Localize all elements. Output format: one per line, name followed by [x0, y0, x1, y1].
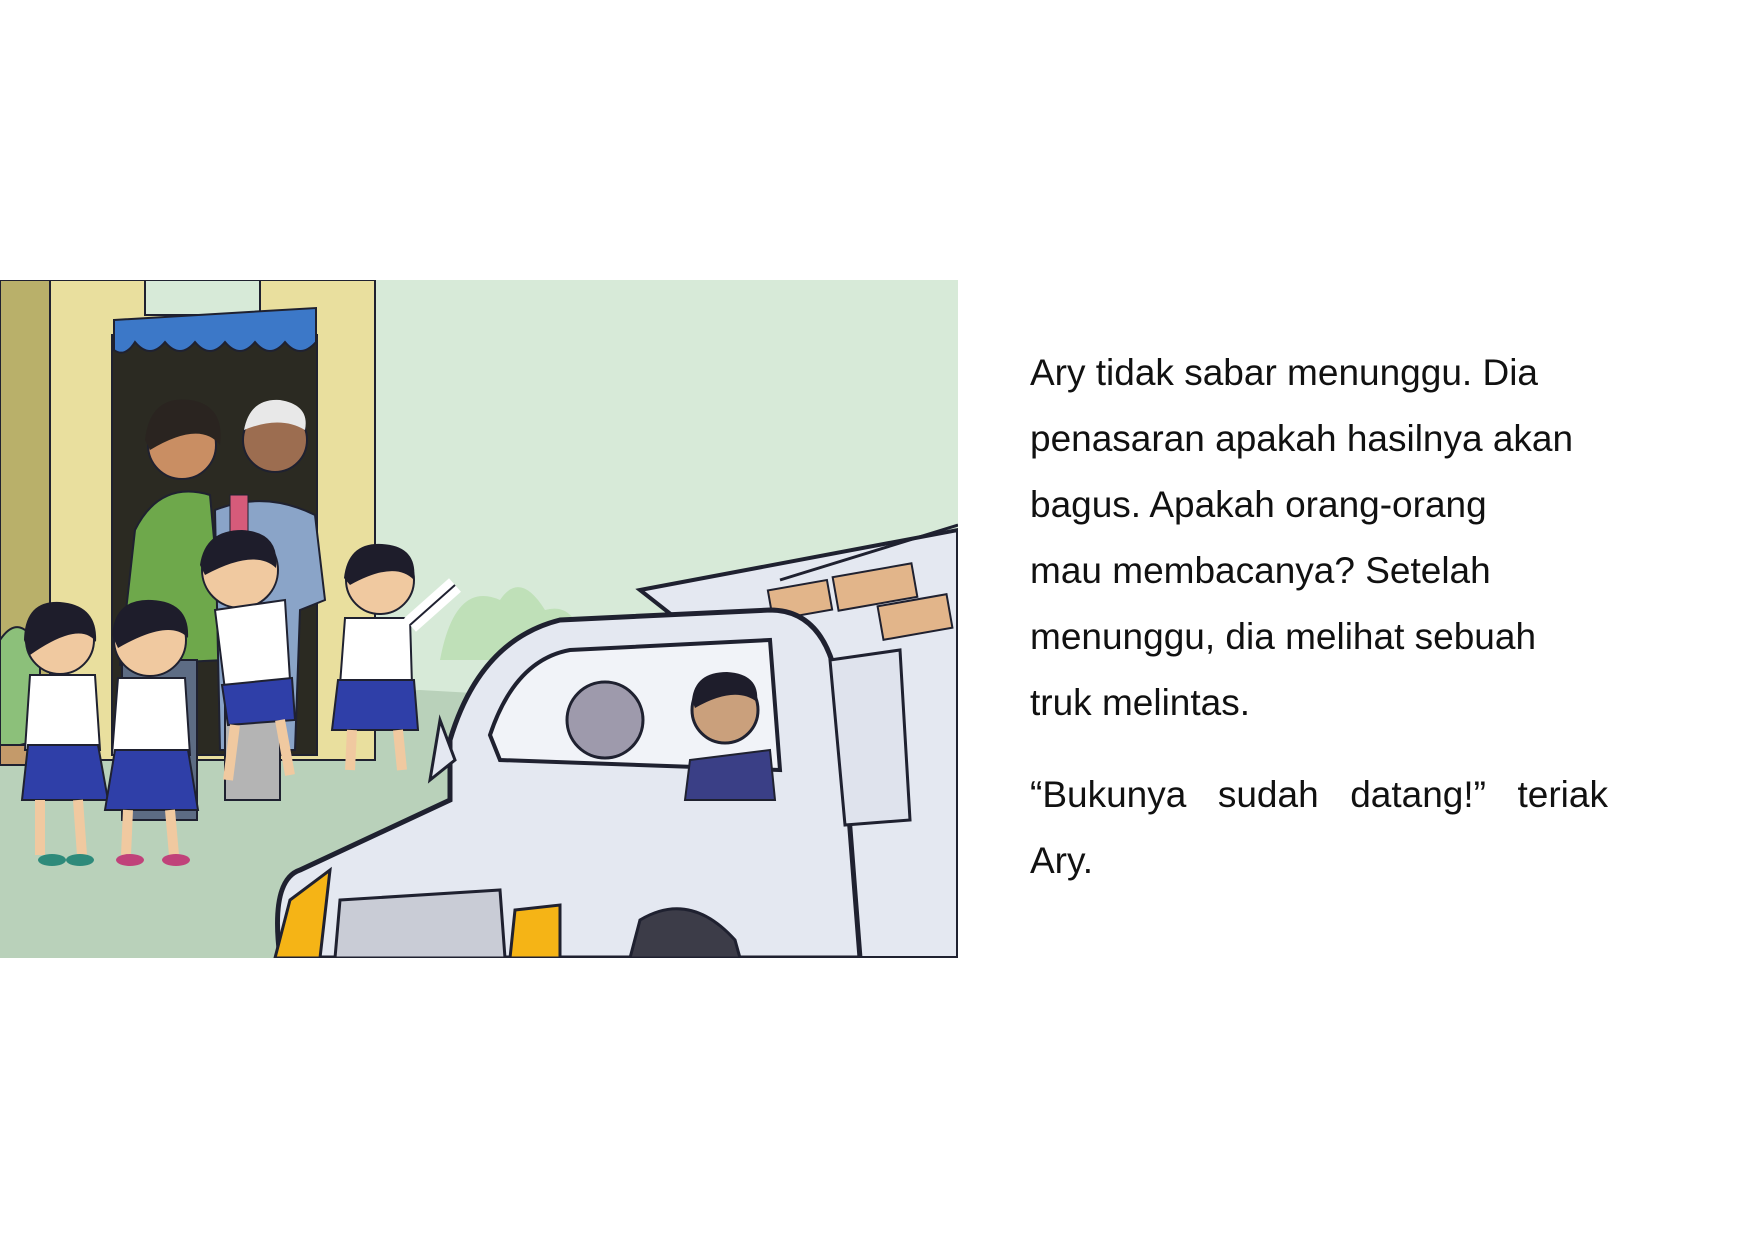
illustration-canvas [0, 280, 958, 958]
passenger-seat [567, 682, 643, 758]
dialogue-word: “Bukunya [1030, 774, 1187, 815]
story-paragraph-2 [1030, 762, 1608, 894]
wall-sign [145, 280, 260, 315]
story-line: mau membacanya? Setelah [1030, 550, 1491, 591]
story-line: penasaran apakah hasilnya akan [1030, 418, 1574, 459]
story-line: Ary tidak sabar menunggu. Dia [1030, 352, 1538, 393]
dialogue-word: sudah [1217, 774, 1319, 815]
dialogue-word: teriak [1517, 774, 1608, 815]
story-paragraph-1 [1030, 340, 1608, 736]
headlight-right [510, 905, 560, 958]
dialogue-line [1030, 762, 1608, 828]
story-line: menunggu, dia melihat sebuah [1030, 616, 1537, 657]
truck-side-window [830, 650, 910, 825]
story-text [1030, 340, 1608, 894]
truck-grille [335, 890, 505, 958]
story-line: bagus. Apakah orang-orang [1030, 484, 1487, 525]
story-line: Ary. [1030, 840, 1094, 881]
dialogue-word: datang!” [1350, 774, 1486, 815]
story-illustration [0, 280, 958, 958]
story-line: truk melintas. [1030, 682, 1251, 723]
paragraph-spacer [1030, 736, 1608, 762]
